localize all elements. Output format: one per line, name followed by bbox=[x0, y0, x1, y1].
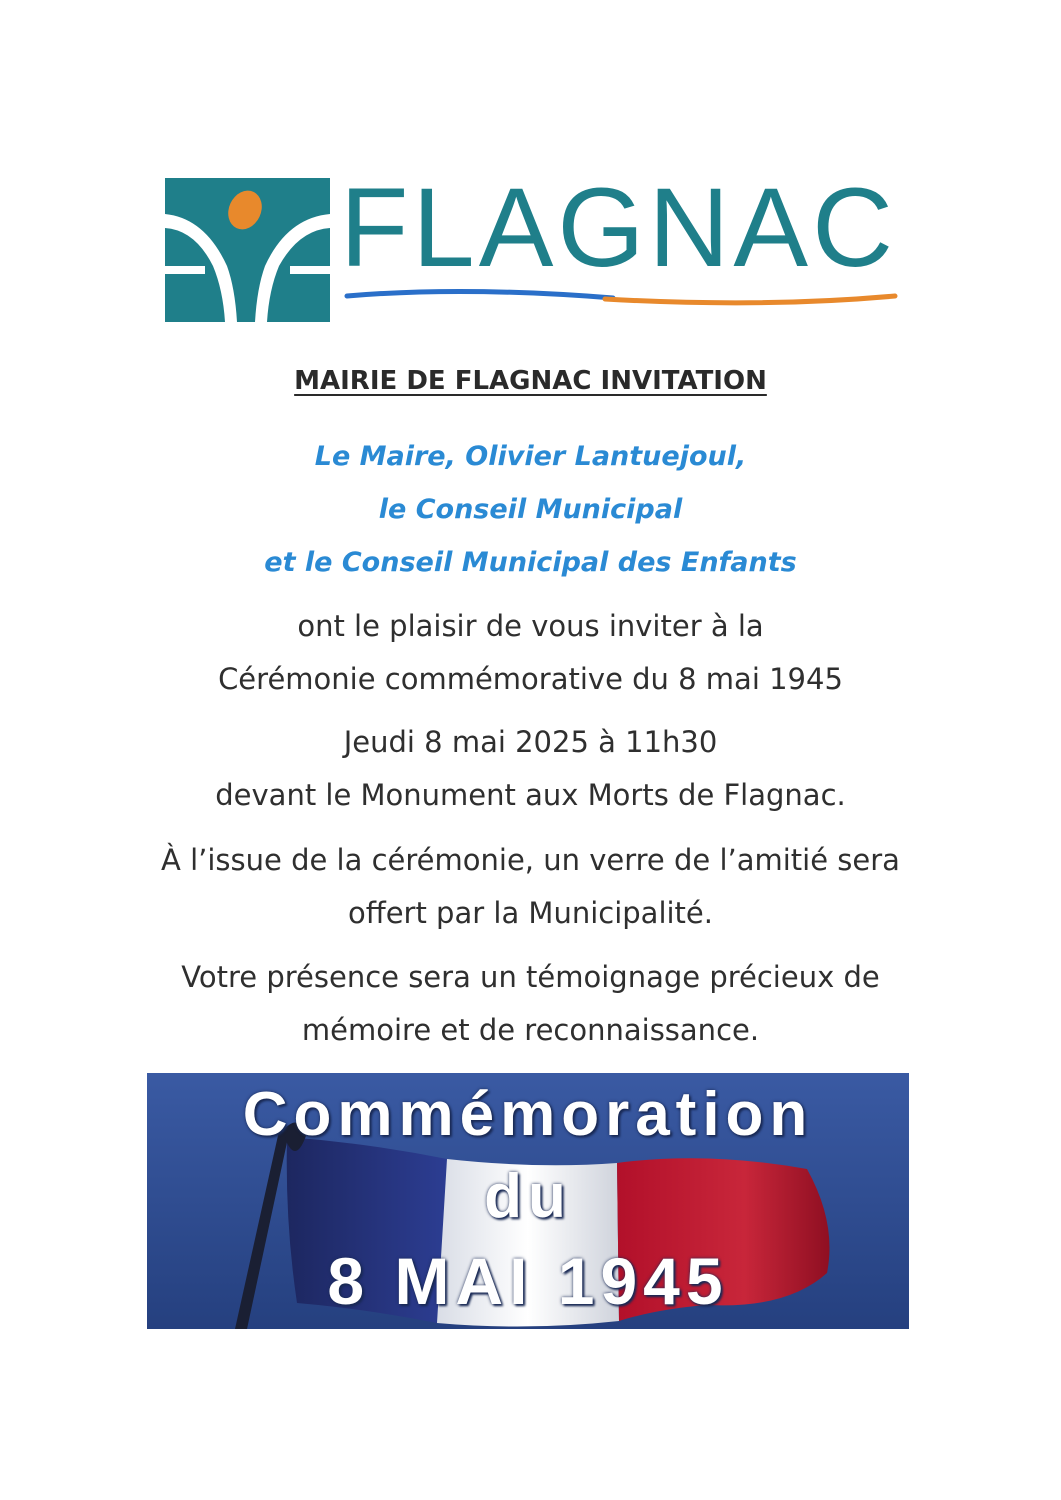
reception-paragraph bbox=[0, 834, 1061, 940]
commemoration-banner bbox=[147, 1073, 909, 1329]
text-line: À l’issue de la cérémonie, un verre de l’amitié sera bbox=[161, 843, 900, 877]
banner-subtitle: du bbox=[484, 1162, 572, 1231]
page-title-text: MAIRIE DE FLAGNAC INVITATION bbox=[294, 366, 767, 396]
invitation-paragraph bbox=[0, 600, 1061, 706]
page-title bbox=[0, 366, 1061, 396]
text-line: Votre présence sera un témoignage précieux de bbox=[181, 960, 880, 994]
host-line: et le Conseil Municipal des Enfants bbox=[264, 547, 797, 578]
date-location-paragraph bbox=[0, 716, 1061, 822]
text-line: mémoire et de reconnaissance. bbox=[301, 1013, 760, 1047]
host-line: le Conseil Municipal bbox=[378, 494, 683, 525]
text-line: devant le Monument aux Morts de Flagnac. bbox=[215, 778, 846, 812]
banner-date: 8 MAI 1945 bbox=[327, 1244, 729, 1318]
text-line: offert par la Municipalité. bbox=[347, 896, 713, 930]
hosts-block bbox=[0, 430, 1061, 589]
closing-paragraph bbox=[0, 951, 1061, 1057]
host-line: Le Maire, Olivier Lantuejoul, bbox=[314, 441, 747, 472]
banner-title: Commémoration bbox=[242, 1080, 814, 1149]
logo-wordmark: FLAGNAC bbox=[340, 165, 897, 290]
flagnac-emblem-icon bbox=[165, 178, 330, 322]
text-line: Jeudi 8 mai 2025 à 11h30 bbox=[343, 725, 718, 759]
logo-swoosh-icon bbox=[343, 282, 903, 312]
text-line: ont le plaisir de vous inviter à la bbox=[297, 609, 764, 643]
text-line: Cérémonie commémorative du 8 mai 1945 bbox=[218, 662, 843, 696]
flagnac-logo bbox=[165, 165, 905, 324]
